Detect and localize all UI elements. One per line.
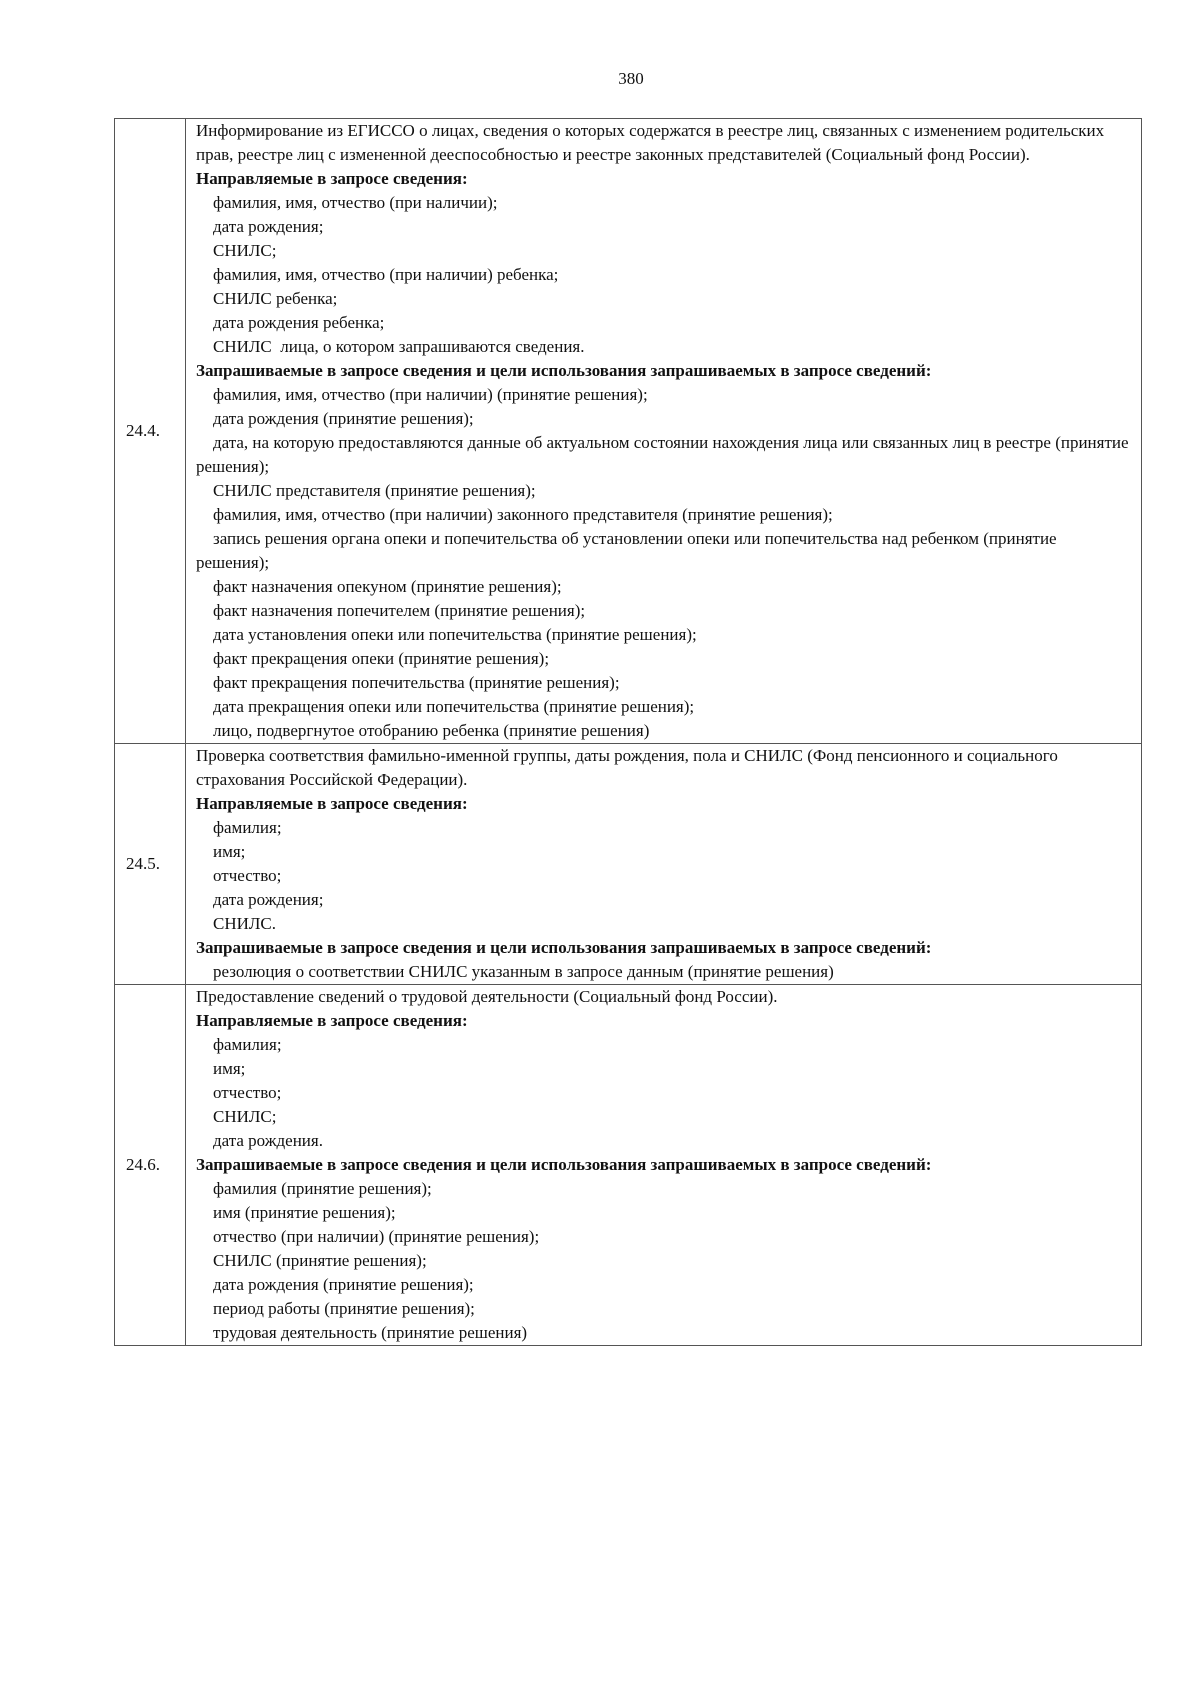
list-item: фамилия, имя, отчество (при наличии) ребенка; bbox=[213, 265, 559, 284]
list-item: фамилия (принятие решения); bbox=[213, 1179, 432, 1198]
list-item: имя; bbox=[213, 842, 246, 861]
section-heading: Направляемые в запросе сведения: bbox=[196, 794, 468, 813]
services-table bbox=[114, 118, 1142, 1346]
list-item: запись решения органа опеки и попечительства об установлении опеки или попечительства над ребенком (принятие решения); bbox=[196, 529, 1061, 572]
list-item: факт прекращения опеки (принятие решения); bbox=[213, 649, 550, 668]
list-item: фамилия, имя, отчество (при наличии) (принятие решения); bbox=[213, 385, 648, 404]
list-item: фамилия, имя, отчество (при наличии) законного представителя (принятие решения); bbox=[213, 505, 833, 524]
list-item: лицо, подвергнутое отобранию ребенка (принятие решения) bbox=[213, 721, 650, 740]
list-item: период работы (принятие решения); bbox=[213, 1299, 475, 1318]
list-item: СНИЛС. bbox=[213, 914, 277, 933]
row-description: Информирование из ЕГИССО о лицах, сведения о которых содержатся в реестре лиц, связанных с изменением родительских прав, реестре лиц с измененной дееспособностью и реестре законных представителей (Социальный фонд России). bbox=[196, 121, 1109, 164]
list-item: фамилия; bbox=[213, 1035, 282, 1054]
list-item: факт назначения опекуном (принятие решения); bbox=[213, 577, 562, 596]
page-number: 380 bbox=[618, 69, 644, 88]
row-description: Проверка соответствия фамильно-именной группы, даты рождения, пола и СНИЛС (Фонд пенсионного и социального страхования Российской Федерации). bbox=[196, 746, 1063, 789]
list-item: СНИЛС (принятие решения); bbox=[213, 1251, 427, 1270]
table-body bbox=[115, 119, 1142, 1346]
table-row bbox=[115, 985, 1142, 1346]
row-content bbox=[186, 744, 1142, 985]
table-row bbox=[115, 744, 1142, 985]
section-heading: Запрашиваемые в запросе сведения и цели использования запрашиваемых в запросе сведений: bbox=[196, 1155, 932, 1174]
section-heading: Направляемые в запросе сведения: bbox=[196, 1011, 468, 1030]
list-item: СНИЛС ребенка; bbox=[213, 289, 338, 308]
list-item: факт прекращения попечительства (принятие решения); bbox=[213, 673, 620, 692]
list-item: отчество (при наличии) (принятие решения); bbox=[213, 1227, 540, 1246]
list-item: фамилия, имя, отчество (при наличии); bbox=[213, 193, 498, 212]
list-item: резолюция о соответствии СНИЛС указанным в запросе данным (принятие решения) bbox=[213, 962, 834, 981]
list-item: дата прекращения опеки или попечительства (принятие решения); bbox=[213, 697, 695, 716]
list-item: трудовая деятельность (принятие решения) bbox=[213, 1323, 528, 1342]
list-item: дата рождения (принятие решения); bbox=[213, 1275, 474, 1294]
section-heading: Направляемые в запросе сведения: bbox=[196, 169, 468, 188]
list-item: дата, на которую предоставляются данные об актуальном состоянии нахождения лица или связанных лиц в реестре (принятие решения); bbox=[196, 433, 1133, 476]
list-item: дата рождения (принятие решения); bbox=[213, 409, 474, 428]
section-heading: Запрашиваемые в запросе сведения и цели использования запрашиваемых в запросе сведений: bbox=[196, 361, 932, 380]
list-item: фамилия; bbox=[213, 818, 282, 837]
row-number: 24.5. bbox=[115, 744, 186, 985]
row-number: 24.4. bbox=[115, 119, 186, 744]
list-item: имя; bbox=[213, 1059, 246, 1078]
row-content bbox=[186, 119, 1142, 744]
section-heading: Запрашиваемые в запросе сведения и цели использования запрашиваемых в запросе сведений: bbox=[196, 938, 932, 957]
list-item: СНИЛС; bbox=[213, 1107, 277, 1126]
table-row bbox=[115, 119, 1142, 744]
list-item: дата рождения ребенка; bbox=[213, 313, 385, 332]
list-item: отчество; bbox=[213, 866, 282, 885]
list-item: имя (принятие решения); bbox=[213, 1203, 396, 1222]
row-content bbox=[186, 985, 1142, 1346]
list-item: СНИЛС лица, о котором запрашиваются сведения. bbox=[213, 337, 585, 356]
list-item: дата рождения; bbox=[213, 890, 324, 909]
list-item: СНИЛС; bbox=[213, 241, 277, 260]
list-item: дата рождения. bbox=[213, 1131, 323, 1150]
list-item: факт назначения попечителем (принятие решения); bbox=[213, 601, 586, 620]
list-item: СНИЛС представителя (принятие решения); bbox=[213, 481, 536, 500]
row-description: Предоставление сведений о трудовой деятельности (Социальный фонд России). bbox=[196, 987, 778, 1006]
list-item: дата установления опеки или попечительства (принятие решения); bbox=[213, 625, 697, 644]
row-number: 24.6. bbox=[115, 985, 186, 1346]
list-item: дата рождения; bbox=[213, 217, 324, 236]
list-item: отчество; bbox=[213, 1083, 282, 1102]
